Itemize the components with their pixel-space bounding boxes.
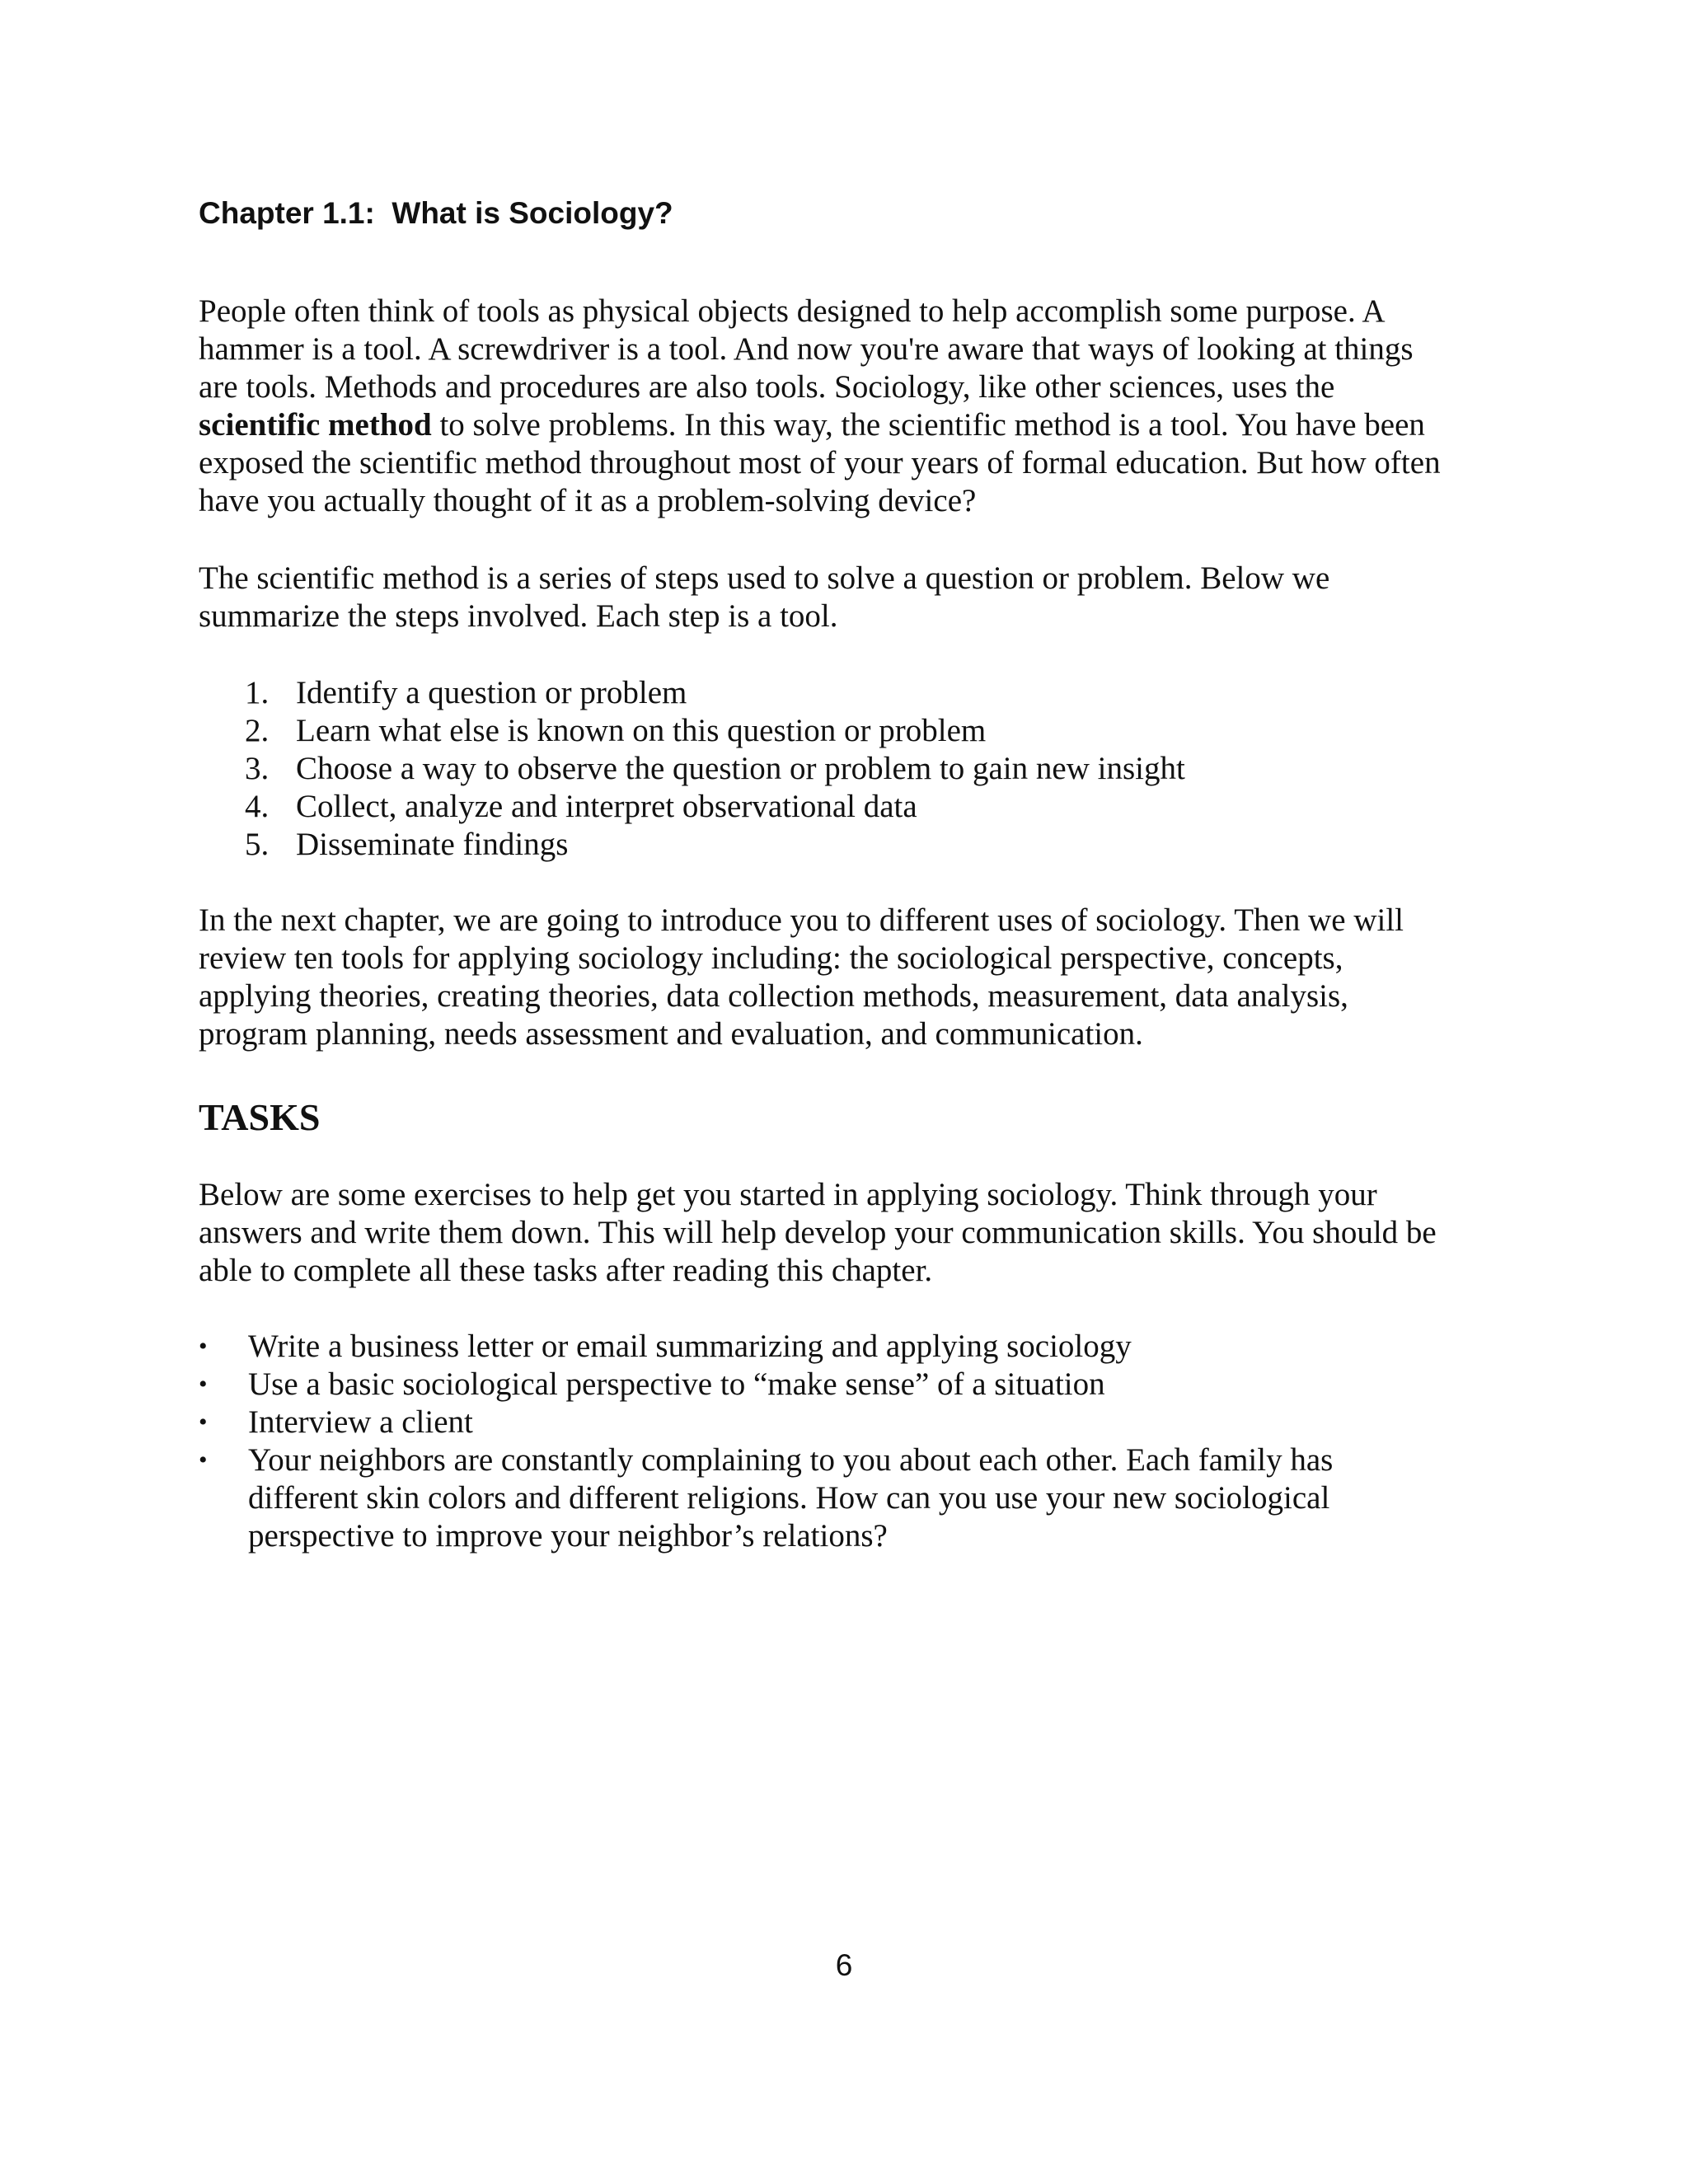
intro-paragraph (199, 293, 1441, 520)
steps-intro-paragraph (199, 560, 1418, 635)
task-text: Use a basic sociological perspective to “make sense” of a situation (248, 1366, 1105, 1402)
bullet-icon: • (199, 1408, 208, 1436)
tasks-heading: TASKS (199, 1096, 321, 1138)
paragraph-line: able to complete all these tasks after reading this chapter. (199, 1253, 933, 1288)
step-number: 2. (245, 713, 270, 748)
paragraph-line: applying theories, creating theories, data collection methods, measurement, data analysis, (199, 978, 1348, 1014)
paragraph-line: The scientific method is a series of steps used to solve a question or problem. Below we (199, 560, 1330, 596)
task-text: Write a business letter or email summarizing and applying sociology (248, 1329, 1132, 1364)
list-item (199, 1328, 1333, 1366)
task-text: different skin colors and different religions. How can you use your new sociological (248, 1480, 1330, 1516)
list-item (199, 712, 1185, 750)
task-text: perspective to improve your neighbor’s relations? (248, 1518, 888, 1554)
list-item (199, 750, 1185, 788)
paragraph-line: Below are some exercises to help get you started in applying sociology. Think through your (199, 1177, 1377, 1212)
tasks-intro-paragraph (199, 1176, 1437, 1290)
paragraph-line (199, 406, 1425, 444)
step-number: 5. (245, 827, 270, 862)
step-number: 4. (245, 789, 270, 824)
list-item (199, 1366, 1333, 1404)
list-item (199, 1441, 1333, 1555)
bullet-icon: • (199, 1333, 208, 1360)
task-text: Your neighbors are constantly complaining to you about each other. Each family has (248, 1442, 1334, 1478)
list-item (199, 826, 1185, 864)
bullet-icon: • (199, 1371, 208, 1398)
task-text: Interview a client (248, 1404, 473, 1440)
scientific-method-term: scientific method (199, 407, 432, 443)
chapter-title: Chapter 1.1: What is Sociology? (199, 196, 673, 230)
step-text: Disseminate findings (296, 827, 569, 862)
paragraph-line: In the next chapter, we are going to introduce you to different uses of sociology. Then we will (199, 902, 1404, 938)
paragraph-line: are tools. Methods and procedures are also tools. Sociology, like other sciences, uses the (199, 369, 1335, 405)
step-text: Collect, analyze and interpret observational data (296, 789, 917, 824)
page-number: 6 (835, 1948, 853, 1982)
step-text: Choose a way to observe the question or problem to gain new insight (296, 751, 1185, 786)
step-number: 1. (245, 675, 270, 710)
step-text: Learn what else is known on this question or problem (296, 713, 987, 748)
list-item (199, 674, 1185, 712)
paragraph-line: exposed the scientific method throughout most of your years of formal education. But how often (199, 445, 1441, 480)
tasks-list (199, 1328, 1333, 1555)
next-chapter-paragraph (199, 902, 1418, 1053)
list-item (199, 1404, 1333, 1441)
list-item (199, 788, 1185, 826)
paragraph-line: have you actually thought of it as a problem-solving device? (199, 483, 977, 518)
paragraph-line: answers and write them down. This will help develop your communication skills. You should be (199, 1215, 1437, 1250)
scientific-method-steps (199, 674, 1185, 864)
paragraph-line: People often think of tools as physical objects designed to help accomplish some purpose. A (199, 293, 1386, 329)
paragraph-line-rest: to solve problems. In this way, the scientific method is a tool. You have been (431, 407, 1425, 443)
step-text: Identify a question or problem (296, 675, 687, 710)
paragraph-line: hammer is a tool. A screwdriver is a tool. And now you're aware that ways of looking at things (199, 331, 1414, 367)
paragraph-line: summarize the steps involved. Each step is a tool. (199, 598, 838, 634)
paragraph-line: program planning, needs assessment and evaluation, and communication. (199, 1016, 1143, 1052)
bullet-icon: • (199, 1446, 208, 1474)
step-number: 3. (245, 751, 270, 786)
paragraph-line: review ten tools for applying sociology including: the sociological perspective, concepts, (199, 940, 1343, 976)
